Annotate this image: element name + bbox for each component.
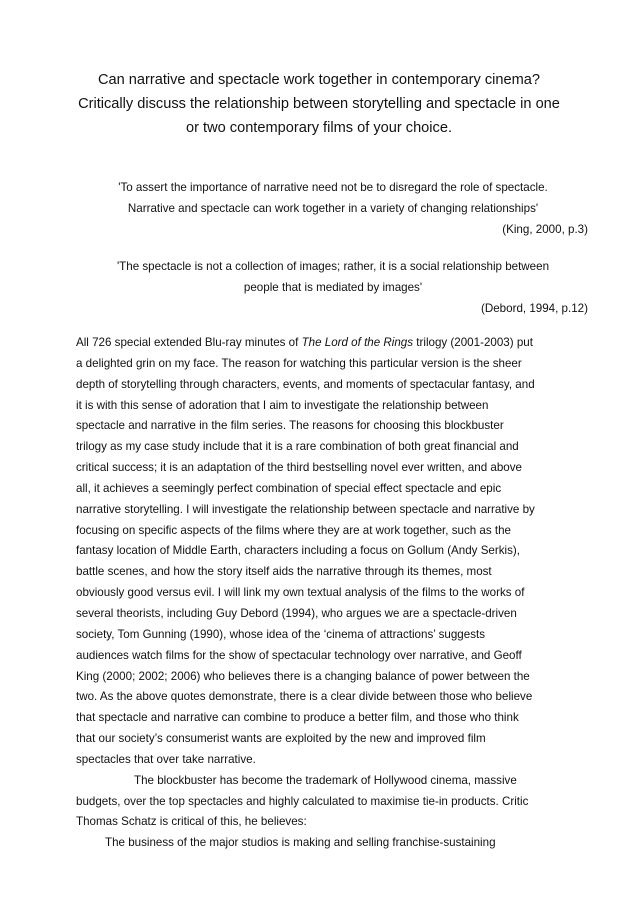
body-line: that spectacle and narrative can combine to produce a better film, and those who think <box>76 711 519 725</box>
quote-line: 'To assert the importance of narrative need not be to disregard the role of spectacle. <box>118 181 548 194</box>
body-line: two. As the above quotes demonstrate, there is a clear divide between those who believe <box>76 690 533 704</box>
body-line: audiences watch films for the show of spectacular technology over narrative, and Geoff <box>76 648 522 662</box>
quote-line: people that is mediated by images' <box>243 281 423 294</box>
body-line: that our society’s consumerist wants are exploited by the new and improved film <box>76 732 486 746</box>
paragraph-2 <box>76 792 596 834</box>
block-quote-line: The business of the major studios is making and selling franchise-sustaining <box>105 836 496 850</box>
body-line: spectacle and narrative in the film series. The reasons for choosing this blockbuster <box>76 419 504 433</box>
paragraph-first-line <box>76 333 596 354</box>
body-line: several theorists, including Guy Debord (1994), who argues we are a spectacle-driven <box>76 606 517 620</box>
essay-title <box>60 68 578 140</box>
body-line: trilogy as my case study include that it is a rare combination of both great financial and <box>76 440 519 454</box>
title-line: Can narrative and spectacle work together in contemporary cinema? <box>97 72 541 88</box>
body-line: narrative storytelling. I will investigate the relationship between spectacle and narrative by <box>76 502 535 516</box>
body-line: King (2000; 2002; 2006) who believes there is a changing balance of power between the <box>76 669 530 683</box>
body-line: society, Tom Gunning (1990), whose idea of the ‘cinema of attractions’ suggests <box>76 627 486 641</box>
body-line: depth of storytelling through characters, events, and moments of spectacular fantasy, and <box>76 377 535 391</box>
title-line: or two contemporary films of your choice. <box>185 120 453 136</box>
epigraph-quote-king <box>78 177 588 240</box>
body-line: battle scenes, and how the story itself aids the narrative through its themes, most <box>76 565 492 579</box>
body-line: spectacles that over take narrative. <box>76 752 256 766</box>
film-title-italic: The Lord of the Rings <box>301 336 414 349</box>
epigraph-quote-debord <box>78 256 588 319</box>
paragraph-2-first-line: The blockbuster has become the trademark of Hollywood cinema, massive <box>134 773 517 787</box>
body-line: a delighted grin on my face. The reason for watching this particular version is the sheer <box>76 356 522 370</box>
essay-body <box>76 333 596 854</box>
body-line: focusing on specific aspects of the films where they are at work together, such as the <box>76 523 511 537</box>
body-line: budgets, over the top spectacles and highly calculated to maximise tie-in products. Critic <box>76 794 529 808</box>
body-line: Thomas Schatz is critical of this, he believes: <box>76 815 307 829</box>
body-line: it is with this sense of adoration that I aim to investigate the relationship between <box>76 398 489 412</box>
quote-citation: (Debord, 1994, p.12) <box>481 302 588 315</box>
body-line: fantasy location of Middle Earth, characters including a focus on Gollum (Andy Serkis), <box>76 544 520 558</box>
quote-citation: (King, 2000, p.3) <box>502 223 588 236</box>
body-line: critical success; it is an adaptation of the third bestselling novel ever written, and above <box>76 461 522 475</box>
quote-line: 'The spectacle is not a collection of images; rather, it is a social relationship between <box>116 260 550 273</box>
paragraph-1 <box>76 354 596 771</box>
text-run: All 726 special extended Blu-ray minutes of <box>76 336 302 349</box>
body-line: obviously good versus evil. I will link my own textual analysis of the films to the works of <box>76 586 525 600</box>
title-line: Critically discuss the relationship between storytelling and spectacle in one <box>78 96 560 112</box>
quote-line: Narrative and spectacle can work together in a variety of changing relationships' <box>127 202 539 215</box>
body-line: all, it achieves a seemingly perfect combination of special effect spectacle and epic <box>76 481 502 495</box>
text-run: trilogy (2001-2003) put <box>413 336 533 349</box>
